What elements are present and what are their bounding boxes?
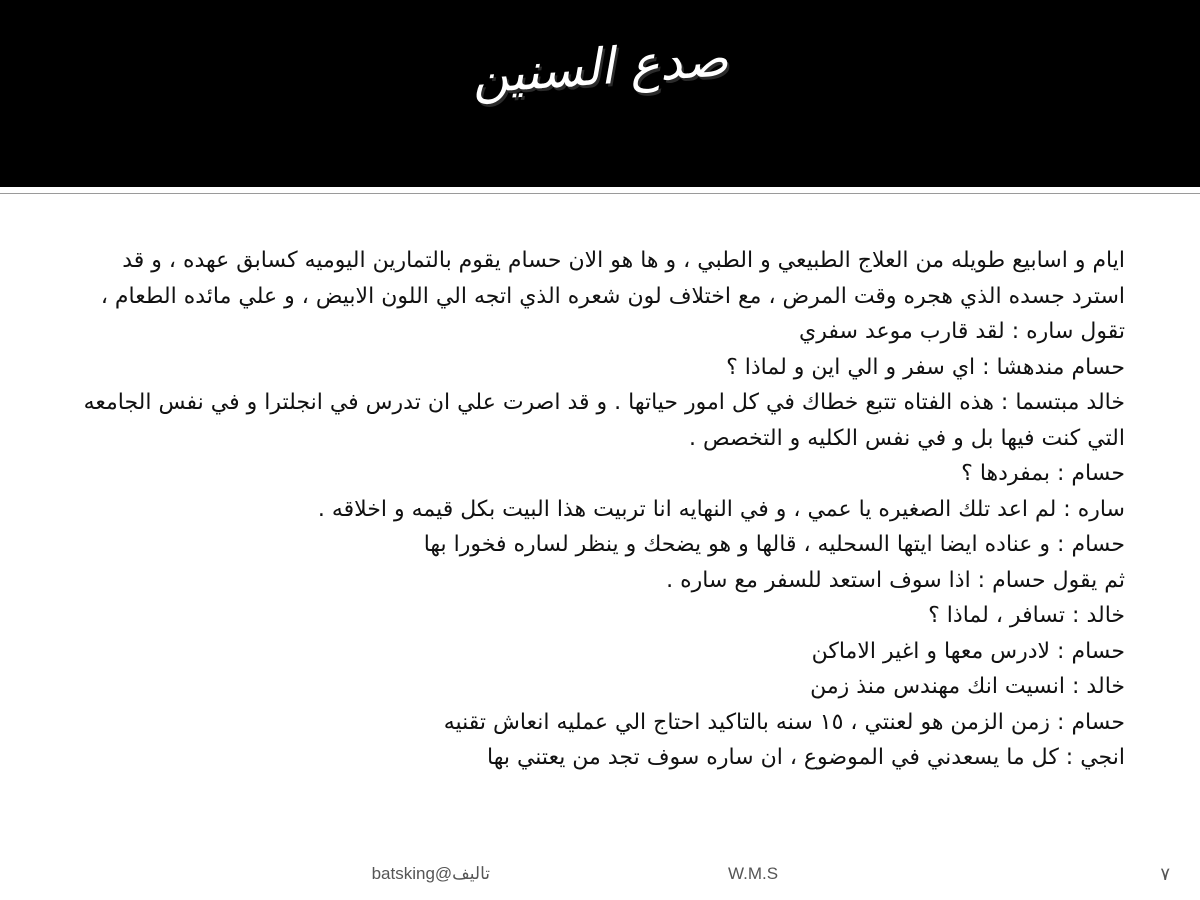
paragraph: ايام و اسابيع طويله من العلاج الطبيعي و الطبي ، و ها هو الان حسام يقوم بالتمارين اليوميه كسابق عهده ، و قد استرد جسده الذي هجره وقت المرض ، مع اختلاف لون شعره الذي اتجه الي اللون الابيض ، و علي مائده الطعام ، xyxy=(100,248,1125,309)
paragraph: خالد : تسافر ، لماذا ؟ xyxy=(928,603,1125,628)
paragraph: ساره : لم اعد تلك الصغيره يا عمي ، و في النهايه انا تربيت هذا البيت بكل قيمه و اخلاقه . xyxy=(317,496,1125,522)
paragraph: حسام : و عناده ايضا ايتها السحليه ، قالها و هو يضحك و ينظر لساره فخورا بها xyxy=(423,532,1125,557)
paragraph: خالد مبتسما : هذه الفتاه تتبع خطاك في كل امور حياتها . و قد اصرت علي ان تدرس في انجلترا و في نفس الجامعه التي كنت فيها بل و في نفس الكليه و التخصص . xyxy=(83,390,1125,451)
slide-title: صدع السنين xyxy=(470,29,730,105)
slide-body xyxy=(75,243,1125,776)
title-band xyxy=(0,0,1200,187)
paragraph: ثم يقول حسام : اذا سوف استعد للسفر مع ساره . xyxy=(666,567,1125,593)
footer-author: batsking@تاليف xyxy=(371,864,490,883)
paragraph: خالد : انسيت انك مهندس منذ زمن xyxy=(810,674,1125,699)
paragraph: حسام مندهشا : اي سفر و الي اين و لماذا ؟ xyxy=(726,354,1125,380)
paragraph: حسام : لادرس معها و اغير الاماكن xyxy=(811,638,1125,664)
paragraph: انجي : كل ما يسعدني في الموضوع ، ان ساره سوف تجد من يعتني بها xyxy=(487,745,1125,770)
title-divider xyxy=(0,193,1200,194)
page-number: ٧ xyxy=(1160,864,1170,884)
footer-center-text: W.M.S xyxy=(728,864,779,883)
paragraph: حسام : بمفردها ؟ xyxy=(961,461,1125,486)
paragraph: تقول ساره : لقد قارب موعد سفري xyxy=(799,319,1125,344)
paragraph: حسام : زمن الزمن هو لعنتي ، ١٥ سنه بالتاكيد احتاج الي عمليه انعاش تقنيه xyxy=(443,709,1125,735)
